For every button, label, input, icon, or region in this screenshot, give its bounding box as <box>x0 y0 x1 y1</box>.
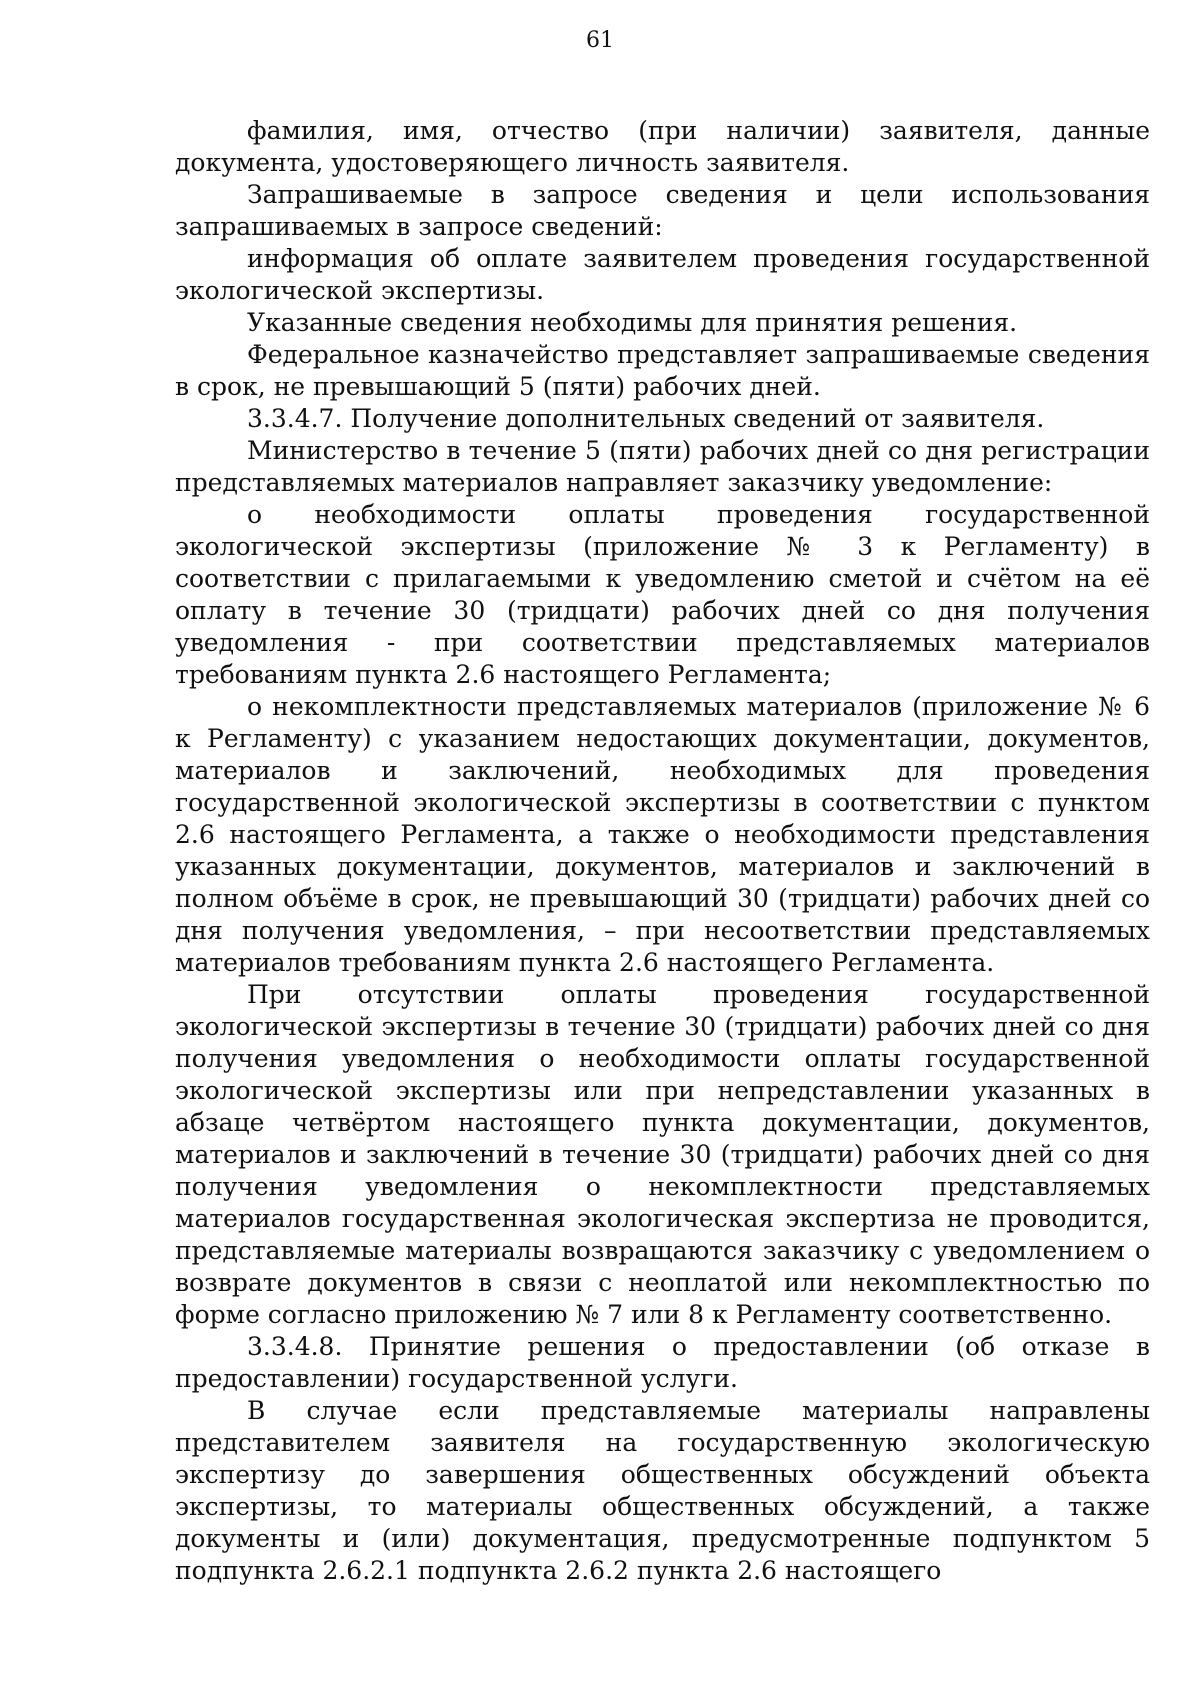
page-number: 61 <box>586 28 614 53</box>
section-heading-3-3-4-7: 3.3.4.7. Получение дополнительных сведений от заявителя. <box>247 404 1045 433</box>
paragraph-public-discussion: В случае если представляемые материалы направлены представителем заявителя на государственную экологическую экспертизу до завершения общественных обсуждений объекта экспертизы, то материалы общественных обсуждений, а также документы и (или) документация, предусмотренные подпунктом 5 подпункта 2.6.2.1 подпункта 2.6.2 пункта 2.6 настоящего <box>175 1396 1150 1585</box>
paragraph-payment-necessity: о необходимости оплаты проведения государственной экологической экспертизы (приложение № 3 к Регламенту) в соответствии с прилагаемыми к уведомлению сметой и счётом на её оплату в течение 30 (тридцати) рабочих дней со дня получения уведомления - при соответствии представляемых материалов требованиям пункта 2.6 настоящего Регламента; <box>175 500 1150 689</box>
paragraph-no-payment-consequence: При отсутствии оплаты проведения государственной экологической экспертизы в течение 30 (тридцати) рабочих дней со дня получения уведомления о необходимости оплаты государственной экологической экспертизы или при непредставлении указанных в абзаце четвёртом настоящего пункта документации, документов, материалов и заключений в течение 30 (тридцати) рабочих дней со дня получения уведомления о некомплектности представляемых материалов государственная экологическая экспертиза не проводится, представляемые материалы возвращаются заказчику с уведомлением о возврате документов в связи с неоплатой или некомплектностью по форме согласно приложению № 7 или 8 к Регламенту соответственно. <box>175 980 1150 1329</box>
paragraph-info-purpose: Указанные сведения необходимы для принятия решения. <box>247 308 1018 337</box>
paragraph-incompleteness: о некомплектности представляемых материалов (приложение № 6 к Регламенту) с указанием недостающих документации, документов, материалов и заключений, необходимых для проведения государственной экологической экспертизы в соответствии с пунктом 2.6 настоящего Регламента, а также о необходимости представления указанных документации, документов, материалов и заключений в полном объёме в срок, не превышающий 30 (тридцати) рабочих дней со дня получения уведомления, – при несоответствии представляемых материалов требованиям пункта 2.6 настоящего Регламента. <box>175 692 1150 977</box>
paragraph-requested-info: Запрашиваемые в запросе сведения и цели использования запрашиваемых в запросе сведений: <box>175 180 1150 241</box>
paragraph-applicant-identity: фамилия, имя, отчество (при наличии) заявителя, данные документа, удостоверяющего личность заявителя. <box>175 116 1150 177</box>
paragraph-ministry-notification: Министерство в течение 5 (пяти) рабочих дней со дня регистрации представляемых материалов направляет заказчику уведомление: <box>175 436 1150 497</box>
section-heading-3-3-4-8: 3.3.4.8. Принятие решения о предоставлении (об отказе в предоставлении) государственной услуги. <box>175 1332 1150 1393</box>
paragraph-payment-info: информация об оплате заявителем проведения государственной экологической экспертизы. <box>175 244 1150 305</box>
document-body <box>175 115 1150 1587</box>
paragraph-treasury-deadline: Федеральное казначейство представляет запрашиваемые сведения в срок, не превышающий 5 (пяти) рабочих дней. <box>175 340 1150 401</box>
